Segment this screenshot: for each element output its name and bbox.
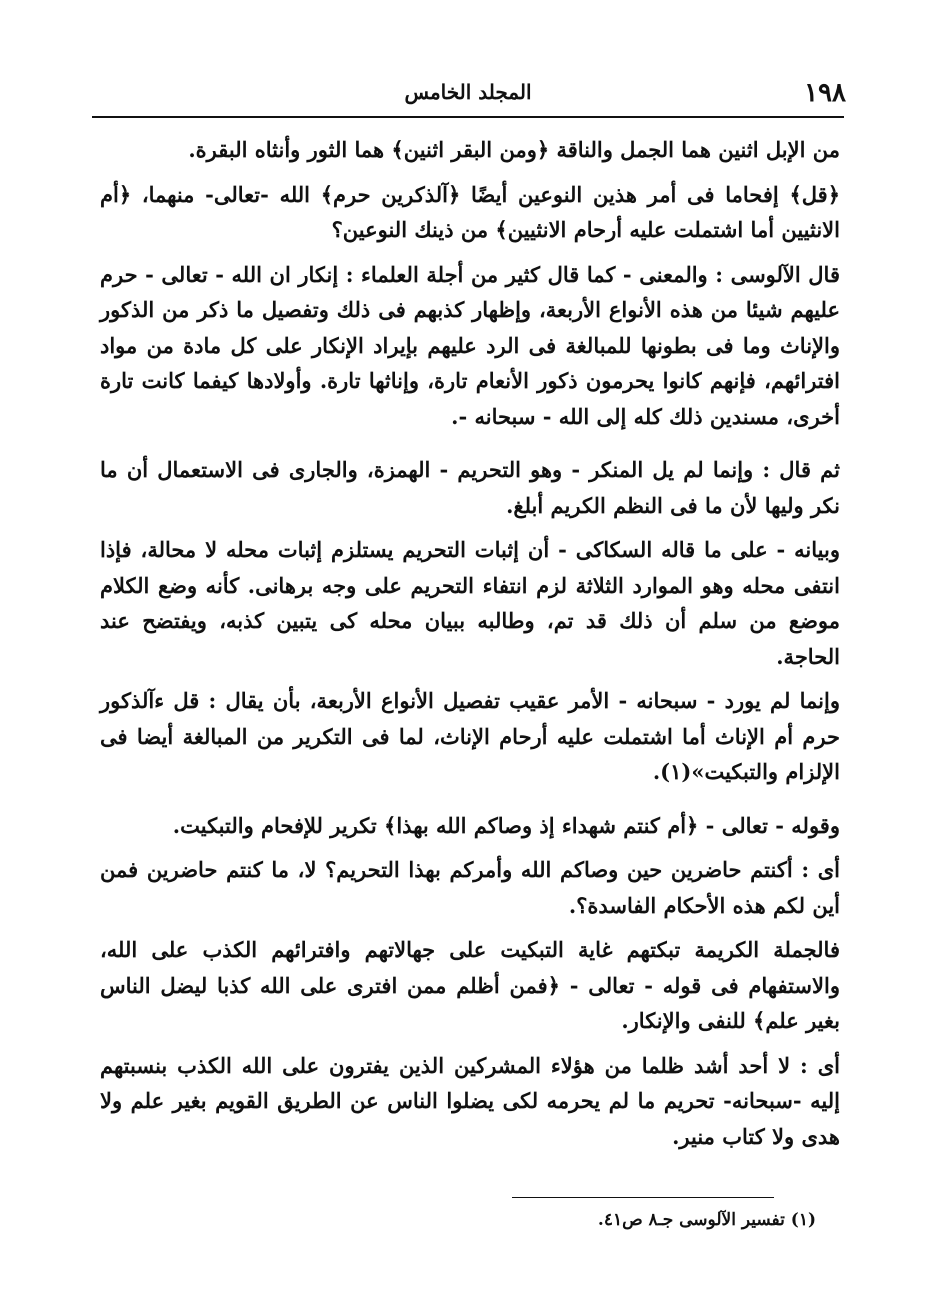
paragraph: وقوله - تعالى - ﴿أم كنتم شهداء إذ وصاكم الله بهذا﴾ تكرير للإفحام والتبكيت. [172,812,840,838]
page-header [90,72,846,112]
paragraph: ﴿قل﴾ إفحاما فى أمر هذين النوعين أيضًا ﴿آلذكرين حرم﴾ الله -تعالى- منهما، ﴿أم الانثيين أما اشتملت عليه أرحام الانثيين﴾ من ذينك النوعين؟ [100,181,840,242]
header-divider [92,116,844,118]
paragraph: قال الآلوسى : والمعنى - كما قال كثير من أجلة العلماء : إنكار ان الله - تعالى - حرم عليهم شيئا من هذه الأنواع الأربعة، وإظهار كذبهم فى ذلك وتفصيل ما ذكر من الذكور والإناث وما فى بطونها للمبالغة فى الرد عليهم بإيراد الإنكار على كل مادة من مواد افترائهم، فإنهم كانوا يحرمون ذكور الأنعام تارة، وإناثها تارة. وأولادها كيفما كانت تارة أخرى، مسندين ذلك كله إلى الله - سبحانه -. [100,261,840,429]
paragraph: أى : لا أحد أشد ظلما من هؤلاء المشركين الذين يفترون على الله الكذب بنسبتهم إليه -سبحانه- تحريم ما لم يحرمه لكى يضلوا الناس عن الطريق القويم بغير علم ولا هدى ولا كتاب منير. [100,1052,840,1149]
main-text [100,132,840,1163]
paragraph: وبيانه - على ما قاله السكاكى - أن إثبات التحريم يستلزم إثبات محله لا محالة، فإذا انتفى محله وهو الموارد الثلاثة لزم انتفاء التحريم على وجه برهانى. كأنه وضع الكلام موضع من سلم أن ذلك قد تم، وطالبه ببيان محله كى يتبين كذبه، ويفتضح عند الحاجة. [100,537,840,669]
footnote: (١) تفسير الآلوسى جـ٨ ص٤١. [597,1210,816,1230]
paragraph: فالجملة الكريمة تبكتهم غاية التبكيت على جهالاتهم وافترائهم الكذب على الله، والاستفهام فى قوله - تعالى - ﴿فمن أظلم ممن افترى على الله كذبا ليضل الناس بغير علم﴾ للنفى والإنكار. [100,937,840,1033]
paragraph: ثم قال : وإنما لم يل المنكر - وهو التحريم - الهمزة، والجارى فى الاستعمال أن ما نكر وليها لأن ما فى النظم الكريم أبلغ. [100,457,840,518]
page-number: ١٩٨ [804,78,846,108]
paragraph: وإنما لم يورد - سبحانه - الأمر عقيب تفصيل الأنواع الأربعة، بأن يقال : قل ءآلذكور حرم أم الإناث أما اشتملت عليه أرحام الإناث، لما فى التكرير من المبالغة أيضا فى الإلزام والتبكيت»(١). [100,688,840,784]
paragraph: من الإبل اثنين هما الجمل والناقة ﴿ومن البقر اثنين﴾ هما الثور وأنثاه البقرة. [188,137,840,162]
running-title: المجلد الخامس [404,80,532,104]
paragraph: أى : أكنتم حاضرين حين وصاكم الله وأمركم بهذا التحريم؟ لا، ما كنتم حاضرين فمن أين لكم هذه الأحكام الفاسدة؟. [100,857,840,918]
footnote-divider [512,1197,774,1198]
